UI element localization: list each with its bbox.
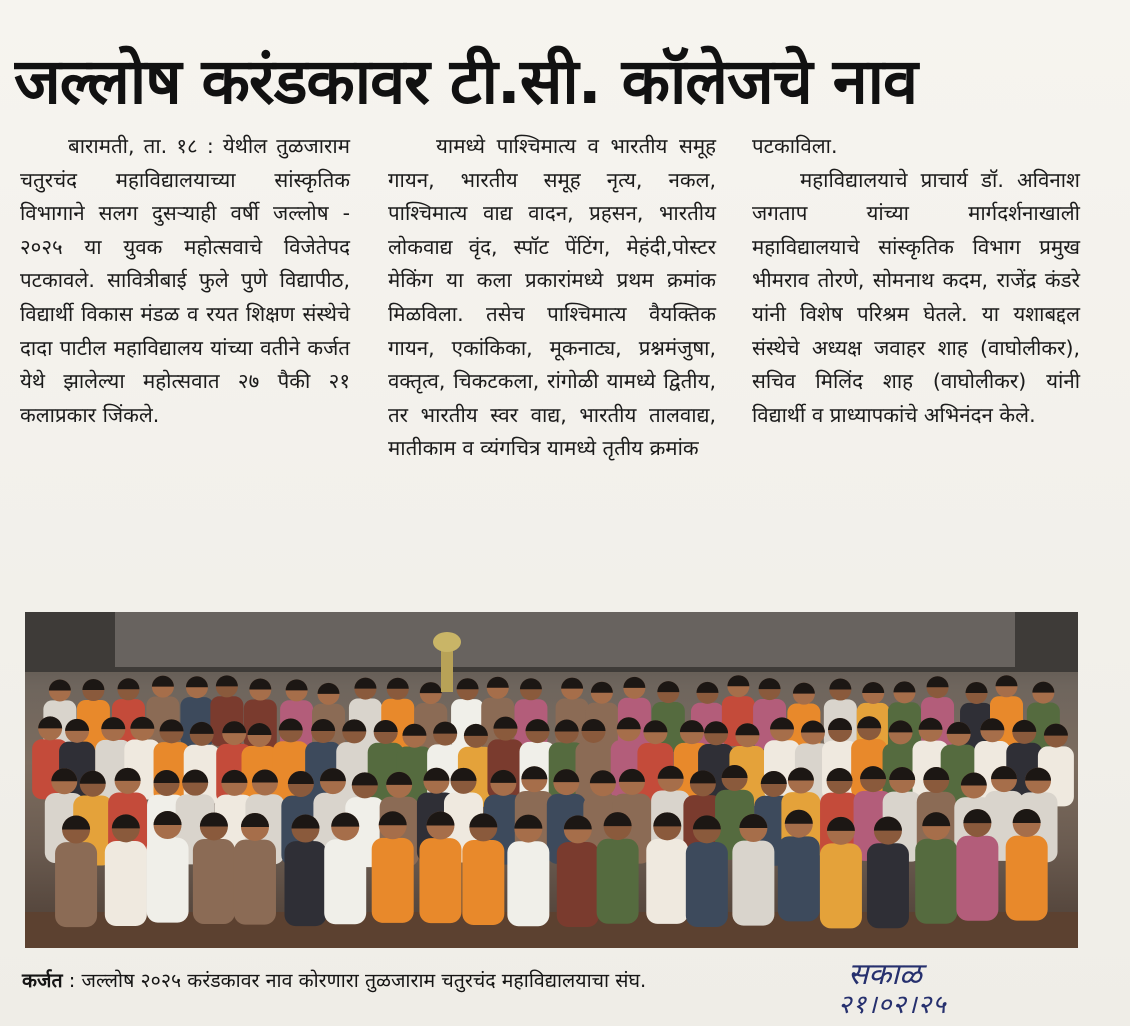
article-column-3 <box>752 130 1080 432</box>
person-hair <box>152 676 174 687</box>
person-hair <box>186 676 208 687</box>
handwritten-source-stamp <box>838 958 1038 1024</box>
stamp-newspaper-name: सकाळ <box>848 957 922 992</box>
person-hair <box>657 681 679 692</box>
column-3-paragraph-1: पटकाविला. <box>752 134 838 158</box>
person-hair <box>117 678 139 689</box>
person-body <box>867 843 909 928</box>
person-hair <box>927 676 949 687</box>
person-body <box>55 842 97 927</box>
person-hair <box>793 683 815 694</box>
person-hair <box>727 675 749 686</box>
person-hair <box>318 683 340 694</box>
person-hair <box>1032 682 1054 693</box>
caption-location: कर्जत <box>22 969 63 992</box>
person-body <box>324 839 366 924</box>
person-body <box>419 838 461 923</box>
column-2-paragraph-1: यामध्ये पाश्चिमात्य व भारतीय समूह गायन, भारतीय समूह नृत्य, नकल, पाश्चिमात्य वाद्य वादन, प्रहसन, भारतीय लोकवाद्य वृंद, स्पॉट पेंटिंग, मेहंदी,पोस्टर मेकिंग या कला प्रकारांमध्ये प्रथम क्रमांक मिळविला. तसेच पाश्चिमात्य वैयक्तिक गायन, एकांकिका, मूकनाट्य, प्रश्नमंजुषा, वक्तृत्व, चिकटकला, रांगोळी यामध्ये द्वितीय, तर भारतीय स्वर वाद्य, भारतीय तालवाद्य, मातीकाम व व्यंगचित्र यामध्ये तृतीय क्रमांक <box>388 134 716 461</box>
person-body <box>105 841 147 926</box>
person-body <box>557 842 599 927</box>
person-body <box>147 838 189 923</box>
person-hair <box>249 679 271 690</box>
person-body <box>820 843 862 928</box>
photo-caption <box>22 964 852 998</box>
person-hair <box>561 678 583 689</box>
person-hair <box>591 682 613 693</box>
person-hair <box>862 682 884 693</box>
person-body <box>732 841 774 926</box>
person-body <box>1006 836 1048 921</box>
stamp-date: २१।०२।२५ <box>838 990 947 1020</box>
person-hair <box>354 678 376 689</box>
person-hair <box>286 679 308 690</box>
person-hair <box>623 677 645 688</box>
person-hair <box>457 678 479 689</box>
person-hair <box>82 679 104 690</box>
column-3-paragraph-2: महाविद्यालयाचे प्राचार्य डॉ. अविनाश जगताप यांच्या मार्गदर्शनाखाली महाविद्यालयाचे सांस्कृतिक विभाग प्रमुख भीमराव तोरणे, सोमनाथ कदम, राजेंद्र कंडरे यांनी विशेष परिश्रम घेतले. या यशाबद्दल संस्थेचे अध्यक्ष जवाहर शाह (वाघोलीकर), सचिव मिलिंद शाह (वाघोलीकर) यांनी विद्यार्थी व प्राध्यापकांचे अभिनंदन केले. <box>752 167 1080 427</box>
person-hair <box>387 678 409 689</box>
group-photo-illustration <box>25 612 1078 948</box>
person-hair <box>893 681 915 692</box>
person-body <box>915 839 957 924</box>
person-body <box>372 838 414 923</box>
person-hair <box>49 679 71 690</box>
headline: जल्लोष करंडकावर टी.सी. कॉलेजचे नाव <box>14 45 918 118</box>
caption-text: जल्लोष २०२५ करंडकावर नाव कोरणारा तुळजाराम चतुरचंद महाविद्यालयाचा संघ. <box>81 969 647 992</box>
person-body <box>507 841 549 926</box>
person-body <box>193 839 235 924</box>
person-hair <box>487 677 509 688</box>
person-hair <box>520 678 542 689</box>
article-column-2 <box>388 130 716 466</box>
person-body <box>956 836 998 921</box>
person-hair <box>759 678 781 689</box>
person-body <box>597 839 639 924</box>
person-body <box>686 842 728 927</box>
column-1-paragraph-1: बारामती, ता. १८ : येथील तुळजाराम चतुरचंद महाविद्यालयाच्या सांस्कृतिक विभागाने सलग दुसऱ्याही वर्षी जल्लोष - २०२५ या युवक महोत्सवाचे विजेतेपद पटकावले. सावित्रीबाई फुले पुणे विद्यापीठ, विद्यार्थी विकास मंडळ व रयत शिक्षण संस्थेचे दादा पाटील महाविद्यालय यांच्या वतीने कर्जत येथे झालेल्या महोत्सवात २७ पैकी २१ कलाप्रकार जिंकले. <box>20 134 350 427</box>
person-hair <box>829 679 851 690</box>
group-photo <box>25 612 1078 948</box>
person-hair <box>216 675 238 686</box>
person-hair <box>420 682 442 693</box>
person-hair <box>966 682 988 693</box>
person-body <box>284 841 326 926</box>
person-hair <box>995 675 1017 686</box>
person-body <box>462 840 504 925</box>
article-column-1 <box>20 130 350 432</box>
caption-separator: : <box>62 969 82 992</box>
person-body <box>778 836 820 921</box>
person-hair <box>696 682 718 693</box>
person-body <box>646 839 688 924</box>
person-body <box>234 840 276 925</box>
